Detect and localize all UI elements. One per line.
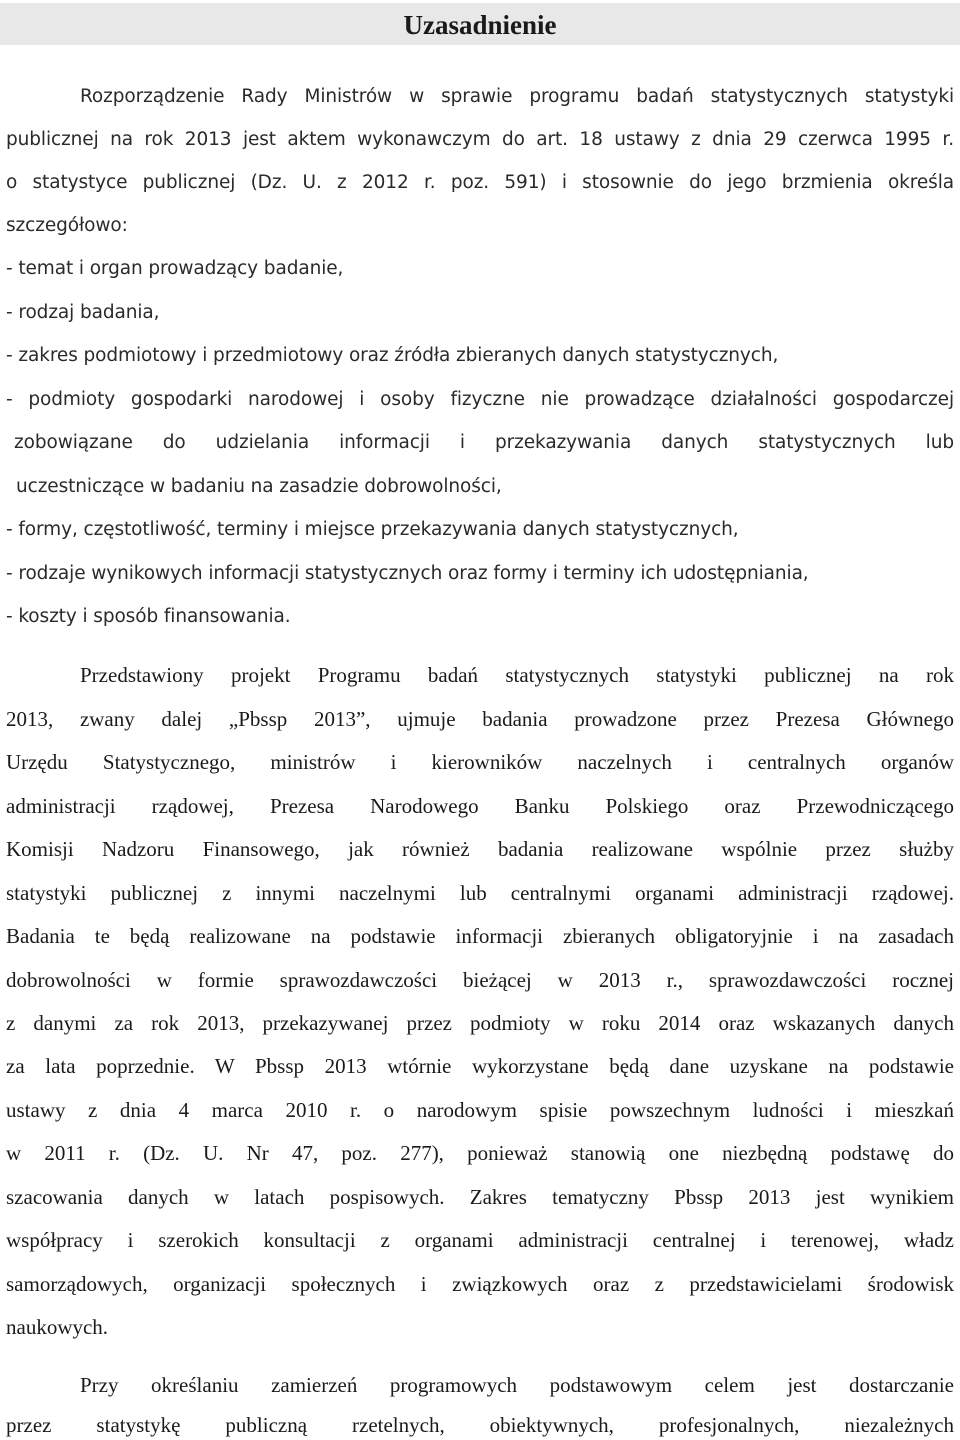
s1-line-4: szczegółowo: (6, 215, 128, 236)
s1-line-1: Rozporządzenie Rady Ministrów w sprawie programu badań statystycznych statystyki (80, 86, 954, 107)
s2-line-12: w 2011 r. (Dz. U. Nr 47, poz. 277), ponieważ stanowią one niezbędną podstawę do (6, 1141, 954, 1165)
s1-line-10: uczestniczące w badaniu na zasadzie dobrowolności, (16, 476, 502, 497)
s3-line-1: Przy określaniu zamierzeń programowych podstawowym celem jest dostarczanie (80, 1373, 954, 1397)
s1-line-8: - podmioty gospodarki narodowej i osoby fizyczne nie prowadzące działalności gospodarczej (6, 389, 954, 410)
s2-line-6: statystyki publicznej z innymi naczelnymi lub centralnymi organami administracji rządowej. (6, 881, 954, 905)
s2-line-14: współpracy i szerokich konsultacji z organami administracji centralnej i terenowej, władz (6, 1228, 954, 1252)
s1-line-6: - rodzaj badania, (6, 302, 160, 323)
s2-line-8: dobrowolności w formie sprawozdawczości bieżącej w 2013 r., sprawozdawczości rocznej (6, 968, 954, 992)
s2-line-7: Badania te będą realizowane na podstawie informacji zbieranych obligatoryjnie i na zasadach (6, 924, 954, 948)
s1-line-7: - zakres podmiotowy i przedmiotowy oraz źródła zbieranych danych statystycznych, (6, 345, 779, 366)
s2-line-15: samorządowych, organizacji społecznych i związkowych oraz z przedstawicielami środowisk (6, 1272, 954, 1296)
s2-line-11: ustawy z dnia 4 marca 2010 r. o narodowym spisie powszechnym ludności i mieszkań (6, 1098, 954, 1122)
s2-line-5: Komisji Nadzoru Finansowego, jak również badania realizowane wspólnie przez służby (6, 837, 954, 861)
s2-line-9: z danymi za rok 2013, przekazywanej przez podmioty w roku 2014 oraz wskazanych danych (6, 1011, 954, 1035)
s2-line-13: szacowania danych w latach pospisowych. Zakres tematyczny Pbssp 2013 jest wynikiem (6, 1185, 954, 1209)
s1-line-5: - temat i organ prowadzący badanie, (6, 258, 344, 279)
s2-line-2: 2013, zwany dalej „Pbssp 2013”, ujmuje badania prowadzone przez Prezesa Głównego (6, 707, 954, 731)
s1-line-2: publicznej na rok 2013 jest aktem wykonawczym do art. 18 ustawy z dnia 29 czerwca 1995 r. (6, 129, 954, 150)
s1-line-13: - koszty i sposób finansowania. (6, 606, 291, 627)
s1-line-3: o statystyce publicznej (Dz. U. z 2012 r. poz. 591) i stosownie do jego brzmienia określa (6, 172, 954, 193)
s3-line-2: przez statystykę publiczną rzetelnych, obiektywnych, profesjonalnych, niezależnych (6, 1413, 954, 1437)
s2-line-10: za lata poprzednie. W Pbssp 2013 wtórnie wykorzystane będą dane uzyskane na podstawie (6, 1054, 954, 1078)
s1-line-11: - formy, częstotliwość, terminy i miejsce przekazywania danych statystycznych, (6, 519, 739, 540)
s2-line-1: Przedstawiony projekt Programu badań statystycznych statystyki publicznej na rok (80, 663, 954, 687)
s2-line-4: administracji rządowej, Prezesa Narodowego Banku Polskiego oraz Przewodniczącego (6, 794, 954, 818)
page-title: Uzasadnienie (403, 10, 557, 40)
s2-line-3: Urzędu Statystycznego, ministrów i kierowników naczelnych i centralnych organów (6, 750, 954, 774)
s2-line-16: naukowych. (6, 1315, 109, 1339)
s1-line-12: - rodzaje wynikowych informacji statystycznych oraz formy i terminy ich udostępniania, (6, 563, 809, 584)
s1-line-9: zobowiązane do udzielania informacji i przekazywania danych statystycznych lub (14, 432, 954, 453)
